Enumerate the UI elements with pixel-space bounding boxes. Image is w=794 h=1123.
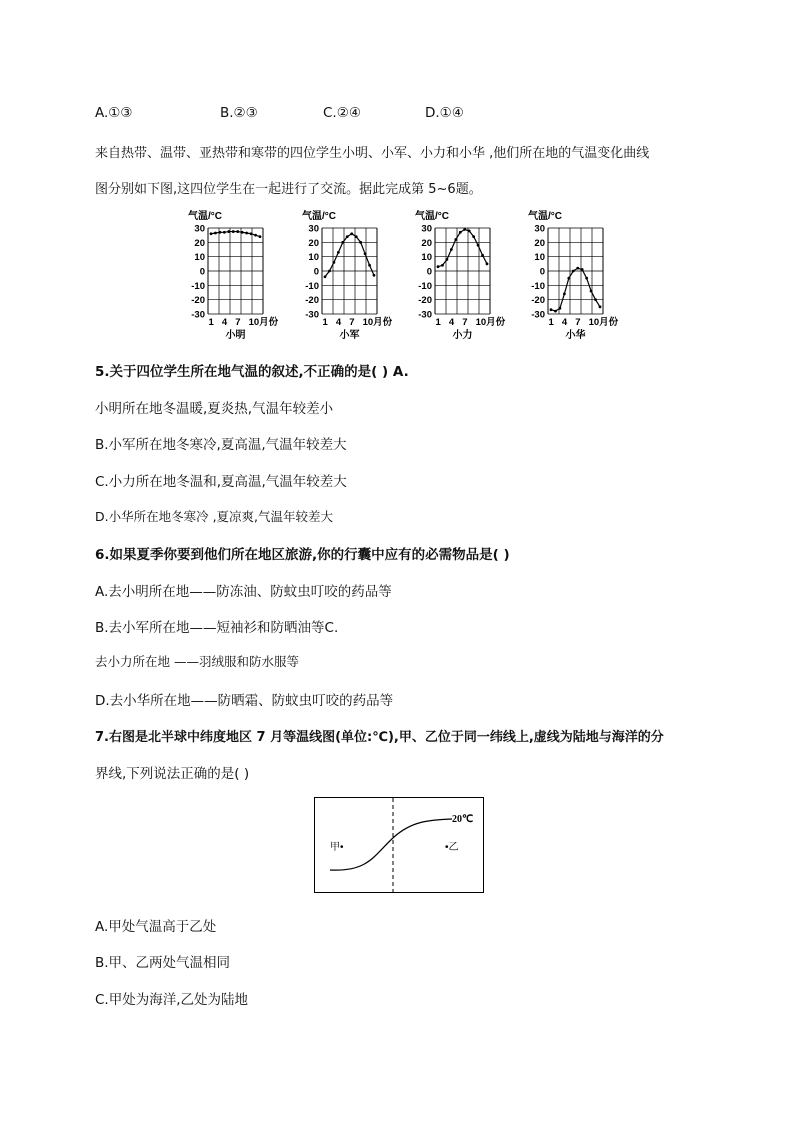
- chart-3-x-tick-label: 7: [462, 317, 468, 328]
- chart-1-data-point: [219, 231, 222, 234]
- chart-1-data-point: [250, 232, 253, 235]
- chart-2-data-point: [337, 251, 340, 254]
- intro-line-2: 图分别如下图,这四位学生在一起进行了交流。据此完成第 5~6题。: [95, 182, 482, 197]
- chart-3-data-point: [450, 248, 453, 251]
- chart-2-y-tick-label: 20: [308, 237, 319, 249]
- q6-stem: 6.如果夏季你要到他们所在地区旅游,你的行囊中应有的必需物品是( ): [95, 547, 510, 563]
- q5-option-a: 小明所在地冬温暖,夏炎热,气温年较差小: [95, 401, 334, 417]
- q5-option-c: C.小力所在地冬温和,夏高温,气温年较差大: [95, 474, 347, 490]
- chart-2-x-tick-label: 1: [322, 317, 328, 328]
- q6-option-b: B.去小军所在地——短袖衫和防晒油等C.: [95, 620, 339, 636]
- chart-1-data-point: [232, 230, 235, 233]
- chart-4-y-tick-label: -10: [531, 280, 545, 292]
- chart-4-data-point: [554, 310, 557, 313]
- chart-4-temperature-line: [551, 268, 600, 311]
- chart-1-x-tick-label: 1: [208, 317, 214, 328]
- chart-2-x-tick-label: 7: [349, 317, 355, 328]
- chart-3-x-tick-label: 1: [435, 317, 441, 328]
- chart-2-temperature-line: [325, 234, 374, 277]
- option-d: D.①④: [425, 105, 464, 121]
- chart-2-station-label: 小军: [339, 330, 360, 341]
- chart-4-data-point: [567, 277, 570, 280]
- chart-2-data-point: [328, 270, 331, 273]
- chart-1-data-point: [210, 232, 213, 235]
- q7-option-b: B.甲、乙两处气温相同: [95, 955, 231, 971]
- isotherm-svg: [314, 797, 484, 893]
- q5-option-d: D.小华所在地冬寒冷 ,夏凉爽,气温年较差大: [95, 509, 334, 524]
- chart-1-data-point: [241, 231, 244, 234]
- chart-1-y-tick-label: 0: [199, 266, 205, 278]
- chart-4-data-point: [599, 305, 602, 308]
- isotherm-line: [330, 819, 452, 870]
- chart-2-x-tick-label: 10月份: [362, 317, 393, 328]
- chart-1-temperature-line: [211, 232, 260, 237]
- chart-3-station-label: 小力: [452, 330, 473, 341]
- chart-3-y-tick-label: 0: [426, 266, 432, 278]
- chart-4-y-tick-label: 30: [534, 223, 545, 235]
- chart-4-data-point: [572, 270, 575, 273]
- chart-4-data-point: [563, 293, 566, 296]
- chart-2-y-tick-label: -10: [305, 280, 319, 292]
- q5-option-b: B.小军所在地冬寒冷,夏高温,气温年较差大: [95, 437, 347, 453]
- q6-option-a: A.去小明所在地——防冻油、防蚊虫叮咬的药品等: [95, 584, 392, 600]
- chart-3-data-point: [441, 264, 444, 267]
- chart-3-data-point: [481, 254, 484, 257]
- chart-2-data-point: [324, 275, 327, 278]
- chart-1-y-tick-label: -20: [191, 295, 205, 307]
- chart-4-y-tick-label: -30: [531, 309, 545, 321]
- chart-1-y-tick-label: 30: [194, 223, 205, 235]
- chart-1-data-point: [227, 230, 230, 233]
- label-jia: 甲•: [330, 842, 344, 853]
- chart-2-data-point: [341, 241, 344, 244]
- chart-2-data-point: [355, 235, 358, 238]
- chart-2-data-point: [359, 241, 362, 244]
- chart-4-data-point: [550, 308, 553, 311]
- q6-option-c: 去小力所在地 ——羽绒服和防水服等: [95, 654, 299, 669]
- chart-3-data-point: [468, 229, 471, 232]
- chart-1-y-tick-label: -30: [191, 309, 205, 321]
- q7-option-c: C.甲处为海洋,乙处为陆地: [95, 992, 249, 1008]
- chart-3-temperature-line: [438, 229, 487, 266]
- chart-2-data-point: [350, 232, 353, 235]
- chart-2-data-point: [364, 252, 367, 255]
- chart-3-title: 气温/°C: [415, 211, 449, 222]
- chart-1-x-tick-label: 7: [235, 317, 241, 328]
- chart-2-y-tick-label: 0: [313, 266, 319, 278]
- option-b: B.②③: [220, 105, 258, 121]
- chart-4-y-tick-label: 0: [539, 266, 545, 278]
- chart-1-data-point: [214, 232, 217, 235]
- chart-2-y-tick-label: -20: [305, 295, 319, 307]
- q7-option-a: A.甲处气温高于乙处: [95, 919, 217, 935]
- chart-4-title: 气温/°C: [528, 211, 562, 222]
- chart-3-data-point: [477, 244, 480, 247]
- chart-2-data-point: [333, 261, 336, 264]
- chart-3-data-point: [459, 231, 462, 234]
- chart-1-y-tick-label: -10: [191, 280, 205, 292]
- chart-4-data-point: [559, 307, 562, 310]
- chart-2-title: 气温/°C: [302, 211, 336, 222]
- option-a: A.①③: [95, 105, 133, 121]
- chart-1-x-tick-label: 10月份: [248, 317, 279, 328]
- chart-4-data-point: [594, 298, 597, 301]
- intro-line-1: 来自热带、温带、亚热带和寒带的四位学生小明、小军、小力和小华 ,他们所在地的气温变化曲线: [95, 146, 650, 161]
- chart-1-x-tick-label: 4: [221, 317, 228, 328]
- chart-2-data-point: [373, 274, 376, 277]
- chart-4-data-point: [581, 268, 584, 271]
- chart-3-y-tick-label: 10: [421, 252, 432, 264]
- chart-4-x-tick-label: 10月份: [588, 317, 619, 328]
- chart-4-y-tick-label: -20: [531, 295, 545, 307]
- chart-4-x-tick-label: 7: [575, 317, 581, 328]
- chart-2-y-tick-label: 10: [308, 252, 319, 264]
- chart-1-data-point: [223, 231, 226, 234]
- chart-1-data-point: [236, 230, 239, 233]
- chart-4-x-tick-label: 1: [548, 317, 554, 328]
- chart-2-y-tick-label: -30: [305, 309, 319, 321]
- isotherm-label: 20℃: [452, 814, 474, 825]
- chart-3-y-tick-label: -10: [418, 280, 432, 292]
- chart-3-y-tick-label: -30: [418, 309, 432, 321]
- chart-3-data-point: [446, 258, 449, 261]
- chart-4-station-label: 小华: [565, 330, 586, 341]
- chart-1-data-point: [254, 234, 257, 237]
- chart-1-title: 气温/°C: [188, 211, 222, 222]
- chart-2-x-tick-label: 4: [335, 317, 342, 328]
- q5-stem: 5.关于四位学生所在地气温的叙述,不正确的是( ) A.: [95, 364, 409, 380]
- q6-option-d: D.去小华所在地——防晒霜、防蚊虫叮咬的药品等: [95, 693, 394, 709]
- chart-4-x-tick-label: 4: [561, 317, 568, 328]
- isotherm-figure: [314, 797, 484, 893]
- chart-3-data-point: [463, 228, 466, 231]
- chart-1-y-tick-label: 10: [194, 252, 205, 264]
- chart-3-x-tick-label: 10月份: [475, 317, 506, 328]
- temperature-charts-svg: [170, 205, 630, 345]
- chart-3-data-point: [454, 238, 457, 241]
- chart-2-y-tick-label: 30: [308, 223, 319, 235]
- chart-1-station-label: 小明: [225, 330, 246, 341]
- option-c: C.②④: [323, 105, 361, 121]
- chart-4-data-point: [585, 277, 588, 280]
- chart-4-y-tick-label: 20: [534, 237, 545, 249]
- q7-stem-1: 7.右图是北半球中纬度地区 7 月等温线图(单位:℃),甲、乙位于同一纬线上,虚线为陆地与海洋的分: [95, 730, 664, 745]
- chart-2-data-point: [368, 264, 371, 267]
- chart-3-y-tick-label: 20: [421, 237, 432, 249]
- chart-1-y-tick-label: 20: [194, 237, 205, 249]
- chart-3-x-tick-label: 4: [448, 317, 455, 328]
- q7-stem-2: 界线,下列说法正确的是( ): [95, 766, 250, 782]
- chart-4-data-point: [590, 290, 593, 293]
- chart-4-data-point: [576, 267, 579, 270]
- chart-3-y-tick-label: 30: [421, 223, 432, 235]
- chart-3-data-point: [472, 235, 475, 238]
- chart-3-data-point: [486, 262, 489, 265]
- chart-3-data-point: [437, 265, 440, 268]
- chart-3-y-tick-label: -20: [418, 295, 432, 307]
- chart-4-y-tick-label: 10: [534, 252, 545, 264]
- temperature-charts: [170, 205, 630, 345]
- chart-2-data-point: [346, 235, 349, 238]
- chart-1-data-point: [245, 232, 248, 235]
- label-yi: •乙: [445, 842, 459, 853]
- chart-1-data-point: [259, 235, 262, 238]
